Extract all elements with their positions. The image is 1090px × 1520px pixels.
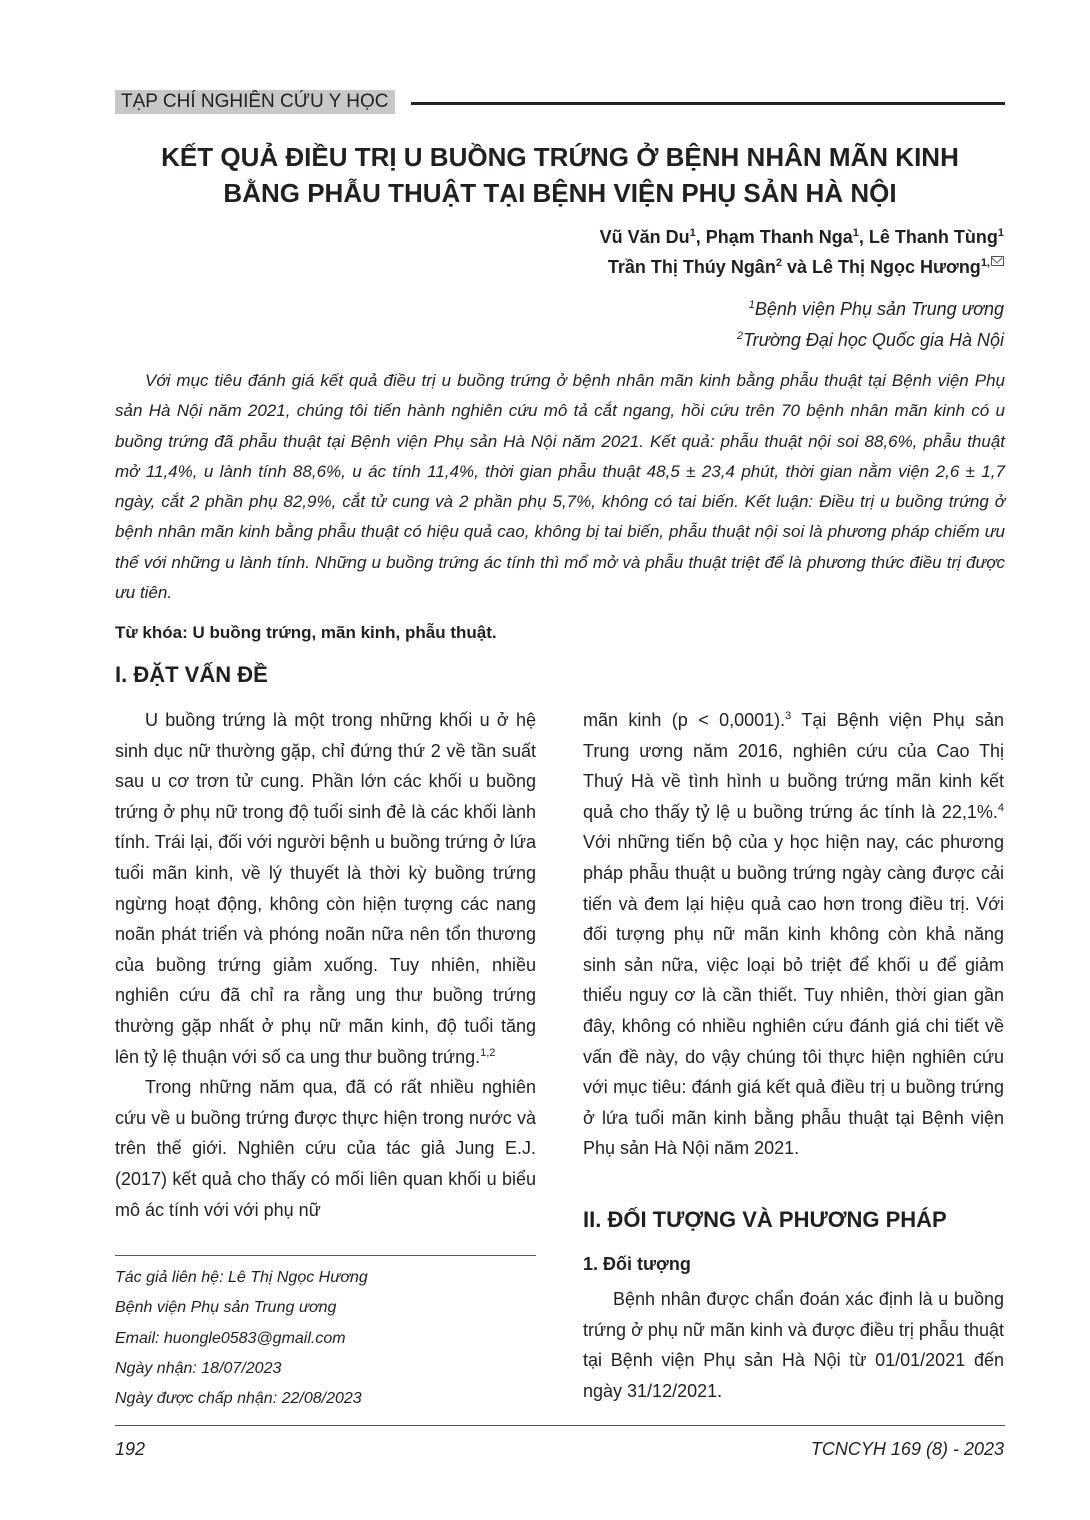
journal-header [115,90,1005,114]
left-column [115,705,536,1225]
paragraph: U buồng trứng là một trong những khối u ở hệ sinh dục nữ thường gặp, chỉ đứng thứ 2 về tần suất sau u cơ trơn tử cung. Phần lớn các khối u buồng trứng ở phụ nữ trong độ tuổi sinh đẻ là các khối lành tính. Trái lại, đối với người bệnh u buồng trứng ở lứa tuổi mãn kinh, về lý thuyết là thời kỳ buồng trứng ngừng hoạt động, không còn hiện tượng các nang noãn phát triển và phóng noãn nữa nên tổn thương của buồng trứng giảm xuống. Tuy nhiên, nhiều nghiên cứu đã chỉ ra rằng ung thư buồng trứng thường gặp nhất ở phụ nữ mãn kinh, độ tuổi tăng lên tỷ lệ thuận với số ca ung thư buồng trứng.$^{1,2}$ [115,710,536,1067]
author-affil-ref: 2 [775,257,782,269]
author-affil-ref: 1 [689,227,696,239]
section-heading-methods: II. ĐỐI TƯỢNG VÀ PHƯƠNG PHÁP [583,1207,947,1232]
paragraph: Bệnh nhân được chẩn đoán xác định là u buồng trứng ở phụ nữ mãn kinh và được điều trị phẫu thuật tại Bệnh viện Phụ sản Hà Nội từ 01/01/2021 đến ngày 31/12/2021. [583,1289,1004,1401]
title-line-2: BẰNG PHẪU THUẬT TẠI BỆNH VIỆN PHỤ SẢN HÀ NỘI [223,178,897,208]
author-name: Vũ Văn Du [599,227,690,247]
affiliation-2: $^2$Trường Đại học Quốc gia Hà Nội [736,330,1004,350]
envelope-icon [991,256,1004,266]
right-column [583,705,1004,1164]
citation-ref: 3 [785,710,792,722]
author-line-1 [600,222,1004,252]
author-separator: , [858,227,869,247]
corresponding-author: Tác giả liên hệ: Lê Thị Ngọc Hương [115,1269,368,1286]
author-affil-ref: 1 [852,227,859,239]
corresponding-affiliation: Bệnh viện Phụ sản Trung ương [115,1299,337,1317]
header-rule [411,102,1005,105]
author-affil-ref: 1, [980,257,990,269]
author-separator: , [695,227,706,247]
author-name: Trần Thị Thúy Ngân [607,257,776,277]
citation-ref: 4 [997,801,1004,814]
corresponding-author-name: Lê Thị Ngọc Hương [811,257,981,277]
journal-reference: TCNCYH 169 (8) - 2023 [810,1439,1004,1459]
author-affil-ref: 1 [997,227,1004,239]
methods-text [583,1284,1004,1406]
page-number: 192 [115,1439,146,1459]
paragraph-continued: mãn kinh (p < 0,0001).$^3$ Tại Bệnh viện Phụ sản Trung ương năm 2016, nghiên cứu của Cao Thị Thuý Hà về tình hình u buồng trứng mãn kinh kết quả cho thấy tỷ lệ u buồng trứng ác tính là 22,1%.$^4$ Với những tiến bộ của y học hiện nay, các phương pháp phẫu thuật u buồng trứng ngày càng được cải tiến và đem lại hiệu quả cao hơn trong điều trị. Với đối tượng phụ nữ mãn kinh không còn khả năng sinh sản nữa, việc loại bỏ triệt để khối u để giảm thiểu nguy cơ là cần thiết. Tuy nhiên, thời gian gần đây, không có nhiều nghiên cứu đánh giá chi tiết về vấn đề này, do vậy chúng tôi thực hiện nghiên cứu với mục tiêu: đánh giá kết quả điều trị u buồng trứng ở lứa tuổi mãn kinh bằng phẫu thuật tại Bệnh viện Phụ sản Hà Nội năm 2021. [583,710,1005,1159]
section-heading-introduction: I. ĐẶT VẤN ĐỀ [115,662,268,687]
received-date: Ngày nhận: 18/07/2023 [115,1359,282,1377]
accepted-date: Ngày được chấp nhận: 22/08/2023 [115,1390,362,1408]
corresponding-email: Email: huongle0583@gmail.com [115,1329,346,1347]
subsection-heading-subjects: 1. Đối tượng [583,1254,691,1274]
affiliation-1: $^1$Bệnh viện Phụ sản Trung ương [748,299,1004,319]
title-line-1: KẾT QUẢ ĐIỀU TRỊ U BUỒNG TRỨNG Ở BỆNH NHÂN MÃN KINH [161,142,959,172]
journal-name: TẠP CHÍ NGHIÊN CỨU Y HỌC [115,90,395,114]
affiliations [737,294,1004,356]
author-separator: và [781,257,812,277]
correspondence-footnote [115,1263,368,1414]
citation-ref: 1,2 [480,1046,496,1059]
author-name: Lê Thanh Tùng [868,227,998,247]
paragraph: Trong những năm qua, đã có rất nhiều nghiên cứu về u buồng trứng được thực hiện trong nước và trên thế giới. Nghiên cứu của tác giả Jung E.J. (2017) kết quả cho thấy có mối liên quan khối u biểu mô ác tính với với phụ nữ [115,1077,536,1220]
abstract: Với mục tiêu đánh giá kết quả điều trị u buồng trứng ở bệnh nhân mãn kinh bằng phẫu thuật tại Bệnh viện Phụ sản Hà Nội năm 2021, chúng tôi tiến hành nghiên cứu mô tả cắt ngang, hồi cứu trên 70 bệnh nhân mãn kinh có u buồng trứng đã phẫu thuật tại Bệnh viện Phụ sản Hà Nội năm 2021. Kết quả: phẫu thuật nội soi 88,6%, phẫu thuật mở 11,4%, u lành tính 88,6%, u ác tính 11,4%, thời gian phẫu thuật 48,5 ± 23,4 phút, thời gian nằm viện 2,6 ± 1,7 ngày, cắt 2 phần phụ 82,9%, cắt tử cung và 2 phần phụ 5,7%, không có tai biến. Kết luận: Điều trị u buồng trứng ở bệnh nhân mãn kinh bằng phẫu thuật có hiệu quả cao, không bị tai biến, phẫu thuật nội soi là phương pháp chiếm ưu thế với những u lành tính. Những u buồng trứng ác tính thì mổ mở và phẫu thuật triệt để là phương thức điều trị được ưu tiên. [115,371,1005,603]
author-name: Phạm Thanh Nga [705,227,853,247]
footer-rule [115,1425,1005,1426]
article-title [100,139,1020,211]
keywords: Từ khóa: U buồng trứng, mãn kinh, phẫu thuật. [115,623,497,642]
author-line-2 [600,252,1004,282]
footnote-rule [115,1255,536,1256]
author-list [600,222,1004,282]
